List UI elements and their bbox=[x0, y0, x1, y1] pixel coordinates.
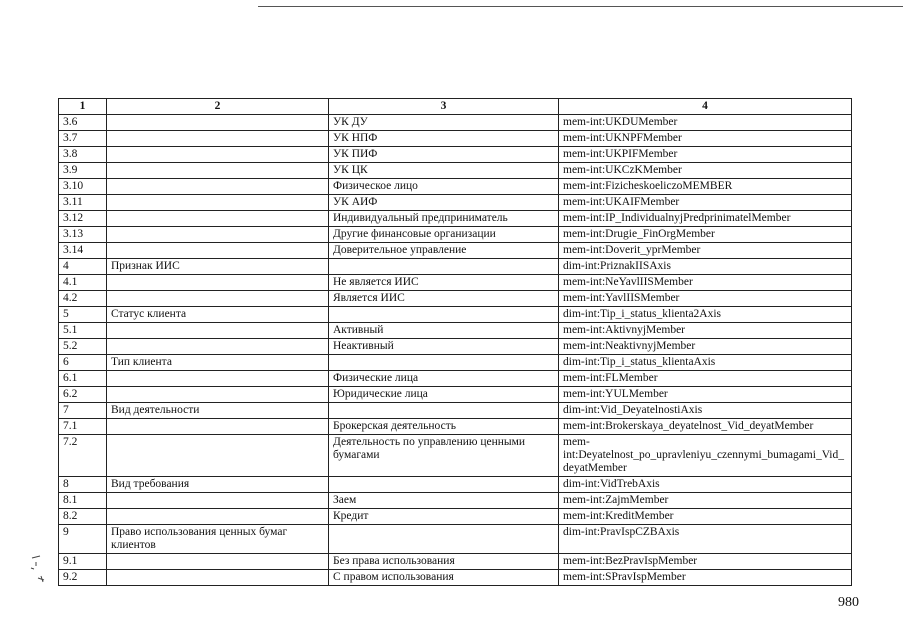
category-cell bbox=[107, 554, 329, 570]
category-cell bbox=[107, 115, 329, 131]
table-row bbox=[59, 115, 852, 131]
member-label-cell bbox=[329, 307, 559, 323]
category-cell bbox=[107, 179, 329, 195]
category-cell: Вид требования bbox=[107, 477, 329, 493]
identifier-cell: mem-int:UKNPFMember bbox=[559, 131, 852, 147]
table-row bbox=[59, 403, 852, 419]
category-cell bbox=[107, 211, 329, 227]
table-row bbox=[59, 243, 852, 259]
identifier-cell: dim-int:Vid_DeyatelnostiAxis bbox=[559, 403, 852, 419]
row-number-cell: 3.7 bbox=[59, 131, 107, 147]
identifier-cell: dim-int:Tip_i_status_klientaAxis bbox=[559, 355, 852, 371]
member-label-cell: Без права использования bbox=[329, 554, 559, 570]
member-label-cell: УК ЦК bbox=[329, 163, 559, 179]
header-cell-2: 2 bbox=[107, 99, 329, 115]
category-cell bbox=[107, 419, 329, 435]
row-number-cell: 7.2 bbox=[59, 435, 107, 477]
row-number-cell: 6 bbox=[59, 355, 107, 371]
identifier-cell: mem-int:YULMember bbox=[559, 387, 852, 403]
member-label-cell: Доверительное управление bbox=[329, 243, 559, 259]
row-number-cell: 7 bbox=[59, 403, 107, 419]
identifier-cell: mem-int:UKDUMember bbox=[559, 115, 852, 131]
table-row bbox=[59, 307, 852, 323]
category-cell bbox=[107, 435, 329, 477]
member-label-cell: Является ИИС bbox=[329, 291, 559, 307]
category-cell bbox=[107, 493, 329, 509]
table-header-row bbox=[59, 99, 852, 115]
row-number-cell: 3.11 bbox=[59, 195, 107, 211]
identifier-cell: mem-int:IP_IndividualnyjPredprinimatelMember bbox=[559, 211, 852, 227]
member-label-cell bbox=[329, 525, 559, 554]
table-row bbox=[59, 525, 852, 554]
member-label-cell: С правом использования bbox=[329, 570, 559, 586]
identifier-cell: dim-int:PravIspCZBAxis bbox=[559, 525, 852, 554]
member-label-cell: Не является ИИС bbox=[329, 275, 559, 291]
row-number-cell: 5.1 bbox=[59, 323, 107, 339]
identifier-cell: mem-int:Doverit_yprMember bbox=[559, 243, 852, 259]
table-row bbox=[59, 259, 852, 275]
member-label-cell: УК НПФ bbox=[329, 131, 559, 147]
member-label-cell: Физическое лицо bbox=[329, 179, 559, 195]
category-cell bbox=[107, 275, 329, 291]
table-row bbox=[59, 195, 852, 211]
table-row bbox=[59, 163, 852, 179]
table-row bbox=[59, 323, 852, 339]
table-row bbox=[59, 131, 852, 147]
table-row bbox=[59, 211, 852, 227]
row-number-cell: 3.12 bbox=[59, 211, 107, 227]
row-number-cell: 8.1 bbox=[59, 493, 107, 509]
category-cell bbox=[107, 323, 329, 339]
identifier-cell: mem-int:Drugie_FinOrgMember bbox=[559, 227, 852, 243]
row-number-cell: 3.9 bbox=[59, 163, 107, 179]
row-number-cell: 3.14 bbox=[59, 243, 107, 259]
identifier-cell: dim-int:Tip_i_status_klienta2Axis bbox=[559, 307, 852, 323]
category-cell: Признак ИИС bbox=[107, 259, 329, 275]
table-row bbox=[59, 477, 852, 493]
category-cell bbox=[107, 195, 329, 211]
table-row bbox=[59, 509, 852, 525]
row-number-cell: 3.6 bbox=[59, 115, 107, 131]
member-label-cell bbox=[329, 403, 559, 419]
identifier-cell: mem-int:FizicheskoeliczoMEMBER bbox=[559, 179, 852, 195]
table-row bbox=[59, 291, 852, 307]
member-label-cell: Активный bbox=[329, 323, 559, 339]
category-cell: Право использования ценных бумаг клиентов bbox=[107, 525, 329, 554]
scribble-icon bbox=[28, 552, 48, 592]
member-label-cell: УК ДУ bbox=[329, 115, 559, 131]
row-number-cell: 5.2 bbox=[59, 339, 107, 355]
table-row bbox=[59, 493, 852, 509]
member-label-cell: Брокерская деятельность bbox=[329, 419, 559, 435]
category-cell bbox=[107, 371, 329, 387]
identifier-cell: mem-int:Deyatelnost_po_upravleniyu_czennymi_bumagami_Vid_deyatMember bbox=[559, 435, 852, 477]
member-label-cell: УК ПИФ bbox=[329, 147, 559, 163]
category-cell bbox=[107, 291, 329, 307]
category-cell bbox=[107, 243, 329, 259]
row-number-cell: 4.1 bbox=[59, 275, 107, 291]
category-cell: Статус клиента bbox=[107, 307, 329, 323]
row-number-cell: 3.8 bbox=[59, 147, 107, 163]
mapping-table bbox=[58, 98, 852, 586]
row-number-cell: 4 bbox=[59, 259, 107, 275]
row-number-cell: 4.2 bbox=[59, 291, 107, 307]
table-row bbox=[59, 227, 852, 243]
table-row bbox=[59, 419, 852, 435]
row-number-cell: 9 bbox=[59, 525, 107, 554]
table-row bbox=[59, 147, 852, 163]
identifier-cell: mem-int:UKPIFMember bbox=[559, 147, 852, 163]
identifier-cell: mem-int:NeYavlIISMember bbox=[559, 275, 852, 291]
row-number-cell: 7.1 bbox=[59, 419, 107, 435]
category-cell bbox=[107, 339, 329, 355]
member-label-cell bbox=[329, 477, 559, 493]
identifier-cell: mem-int:UKAIFMember bbox=[559, 195, 852, 211]
identifier-cell: mem-int:YavlIISMember bbox=[559, 291, 852, 307]
identifier-cell: mem-int:KreditMember bbox=[559, 509, 852, 525]
header-cell-3: 3 bbox=[329, 99, 559, 115]
table-body bbox=[59, 99, 852, 586]
table-row bbox=[59, 371, 852, 387]
category-cell bbox=[107, 163, 329, 179]
table-row bbox=[59, 554, 852, 570]
header-cell-1: 1 bbox=[59, 99, 107, 115]
table-row bbox=[59, 339, 852, 355]
row-number-cell: 3.10 bbox=[59, 179, 107, 195]
table-row bbox=[59, 355, 852, 371]
row-number-cell: 6.2 bbox=[59, 387, 107, 403]
row-number-cell: 9.2 bbox=[59, 570, 107, 586]
category-cell bbox=[107, 570, 329, 586]
row-number-cell: 8 bbox=[59, 477, 107, 493]
row-number-cell: 6.1 bbox=[59, 371, 107, 387]
member-label-cell: Заем bbox=[329, 493, 559, 509]
identifier-cell: mem-int:FLMember bbox=[559, 371, 852, 387]
member-label-cell bbox=[329, 259, 559, 275]
row-number-cell: 8.2 bbox=[59, 509, 107, 525]
row-number-cell: 5 bbox=[59, 307, 107, 323]
row-number-cell: 9.1 bbox=[59, 554, 107, 570]
member-label-cell bbox=[329, 355, 559, 371]
top-rule bbox=[258, 6, 903, 7]
member-label-cell: Индивидуальный предприниматель bbox=[329, 211, 559, 227]
table-row bbox=[59, 570, 852, 586]
margin-scribble bbox=[28, 552, 48, 592]
member-label-cell: УК АИФ bbox=[329, 195, 559, 211]
identifier-cell: dim-int:PriznakIISAxis bbox=[559, 259, 852, 275]
member-label-cell: Неактивный bbox=[329, 339, 559, 355]
table-row bbox=[59, 179, 852, 195]
category-cell bbox=[107, 387, 329, 403]
table-row bbox=[59, 387, 852, 403]
identifier-cell: mem-int:Brokerskaya_deyatelnost_Vid_deyatMember bbox=[559, 419, 852, 435]
identifier-cell: mem-int:ZajmMember bbox=[559, 493, 852, 509]
member-label-cell: Юридические лица bbox=[329, 387, 559, 403]
table-row bbox=[59, 435, 852, 477]
header-cell-4: 4 bbox=[559, 99, 852, 115]
row-number-cell: 3.13 bbox=[59, 227, 107, 243]
member-label-cell: Кредит bbox=[329, 509, 559, 525]
identifier-cell: mem-int:NeaktivnyjMember bbox=[559, 339, 852, 355]
identifier-cell: mem-int:AktivnyjMember bbox=[559, 323, 852, 339]
identifier-cell: mem-int:SPravIspMember bbox=[559, 570, 852, 586]
member-label-cell: Деятельность по управлению ценными бумагами bbox=[329, 435, 559, 477]
page-number: 980 bbox=[838, 595, 859, 610]
category-cell: Тип клиента bbox=[107, 355, 329, 371]
identifier-cell: mem-int:UKCzKMember bbox=[559, 163, 852, 179]
category-cell bbox=[107, 147, 329, 163]
category-cell bbox=[107, 131, 329, 147]
identifier-cell: mem-int:BezPravIspMember bbox=[559, 554, 852, 570]
member-label-cell: Другие финансовые организации bbox=[329, 227, 559, 243]
member-label-cell: Физические лица bbox=[329, 371, 559, 387]
table-row bbox=[59, 275, 852, 291]
identifier-cell: dim-int:VidTrebAxis bbox=[559, 477, 852, 493]
category-cell: Вид деятельности bbox=[107, 403, 329, 419]
category-cell bbox=[107, 227, 329, 243]
category-cell bbox=[107, 509, 329, 525]
